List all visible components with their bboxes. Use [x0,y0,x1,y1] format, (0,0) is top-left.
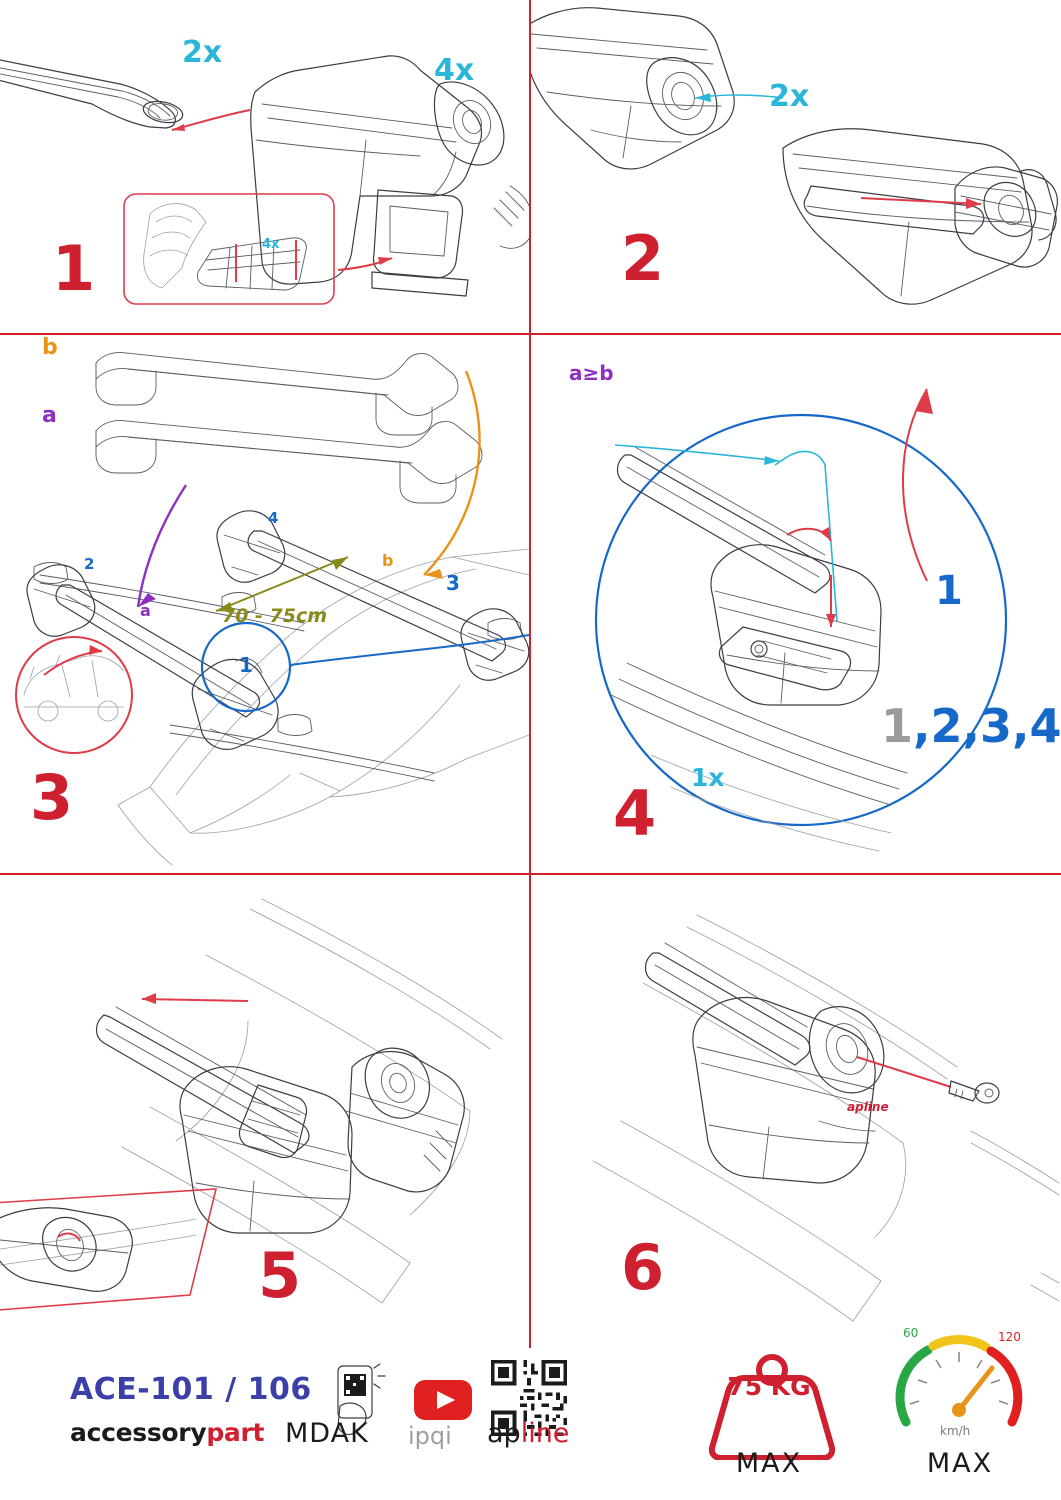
apline-emblem-step6: apline [847,1100,889,1114]
step-2-panel [531,0,1061,333]
step-3-illustration [0,335,529,873]
speed-limit-caption: MAX [926,1448,994,1479]
apline-part-2: line [520,1418,570,1449]
brand-part-1: accessory [70,1418,207,1447]
step-4-qty-key: 1x [691,763,725,792]
step-4-order-1: 1 [935,568,963,614]
step-1-qty-pad: 4x [262,237,280,252]
sequence-rest: ,2,3,4 [913,699,1061,753]
step-2-illustration [531,0,1061,333]
apline-part-1: ap [487,1418,521,1449]
step-1-panel [0,0,529,333]
step-5-panel [0,875,529,1348]
model-code: ACE-101 / 106 [70,1372,312,1407]
step-3-pos-1: 1 [239,653,253,677]
ipqi-logo: ipqi [408,1422,452,1450]
step-3-arrow-label-b: b [382,551,394,570]
gauge-unit: km/h [940,1424,971,1438]
step-1-qty-bar: 2x [182,35,223,70]
gauge-tick-120: 120 [998,1330,1021,1344]
step-2-number: 2 [621,222,666,295]
step-1-number: 1 [52,232,97,305]
step-3-label-b: b [42,335,58,360]
load-limit-caption: MAX [735,1448,803,1479]
step-1-qty-foot: 4x [434,53,475,88]
step-2-qty-lock: 2x [769,79,810,114]
step-3-condition-label: a≥b [569,361,614,385]
step-6-number: 6 [621,1231,666,1304]
step-6-panel [531,875,1061,1348]
youtube-icon[interactable] [414,1380,472,1420]
step-6-illustration [531,875,1061,1348]
step-3-panel [0,335,529,873]
step-4-illustration [531,335,1061,873]
step-4-panel [531,335,1061,873]
step-3-pos-4: 4 [268,509,279,527]
mdak-logo: MDAK [285,1418,369,1449]
step-3-distance-label: 70 - 75cm [222,605,328,627]
brand-accessorypart [70,1418,264,1447]
load-limit-value: 75 KG [727,1372,811,1401]
step-3-label-a: a [42,403,57,428]
step-3-pos-2: 2 [84,555,95,573]
step-5-number: 5 [258,1239,303,1312]
apline-logo [487,1418,569,1449]
sequence-first: 1 [881,699,914,753]
step-4-number: 4 [613,777,658,850]
step-3-pos-3: 3 [446,571,460,595]
step-3-arrow-label-a: a [140,601,151,620]
brand-part-2: part [206,1418,265,1447]
gauge-tick-60: 60 [903,1326,919,1340]
load-limit-icon [692,1348,852,1460]
step-4-sequence-label [881,699,1061,753]
step-3-number: 3 [30,761,75,834]
